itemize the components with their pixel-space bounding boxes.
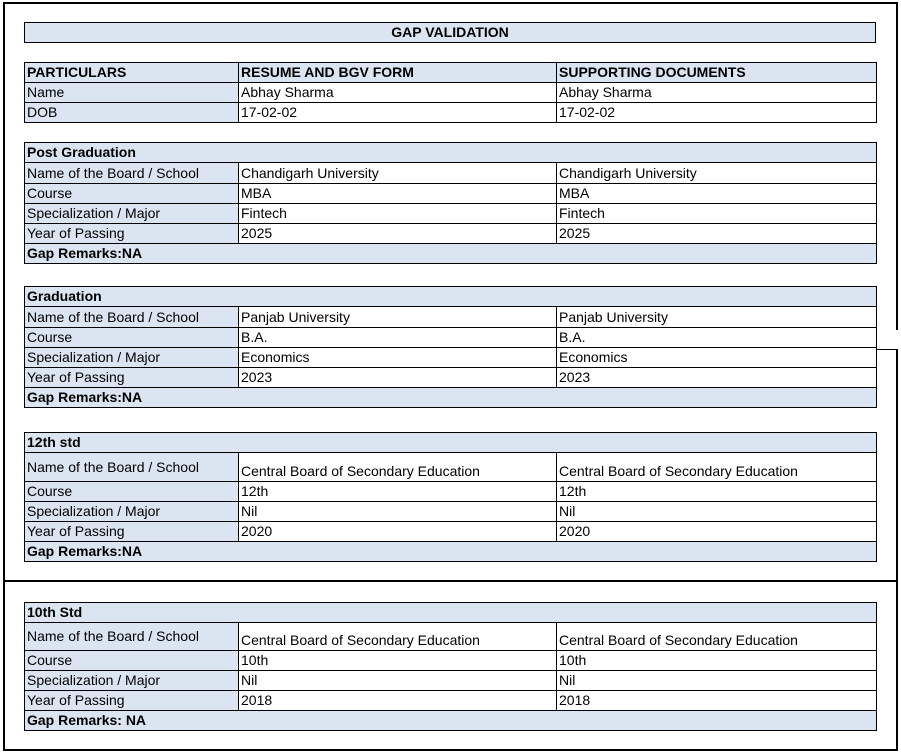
table-row — [25, 623, 877, 651]
section-12th-std — [24, 432, 876, 562]
table-row — [25, 368, 877, 388]
frame-step-line — [876, 349, 898, 350]
row-label: Year of Passing — [25, 224, 239, 244]
table-row — [25, 651, 877, 671]
resume-value: Central Board of Secondary Education — [239, 623, 557, 651]
gap-remarks: Gap Remarks: NA — [25, 711, 877, 731]
table-row — [25, 671, 877, 691]
resume-value: Panjab University — [239, 307, 557, 328]
row-label: Name — [25, 83, 239, 103]
resume-value: 2023 — [239, 368, 557, 388]
row-label: Name of the Board / School — [25, 163, 239, 184]
supporting-value: Central Board of Secondary Education — [557, 453, 877, 482]
row-label: Specialization / Major — [25, 348, 239, 368]
table-row — [25, 522, 877, 542]
row-label: Course — [25, 328, 239, 348]
supporting-value: Central Board of Secondary Education — [557, 623, 877, 651]
section-heading: 10th Std — [25, 603, 877, 623]
supporting-value: Panjab University — [557, 307, 877, 328]
resume-value: Nil — [239, 502, 557, 522]
supporting-value: 2020 — [557, 522, 877, 542]
row-label: Specialization / Major — [25, 502, 239, 522]
table-row — [25, 307, 877, 328]
section-heading: 12th std — [25, 433, 877, 453]
row-label: Year of Passing — [25, 522, 239, 542]
table-row — [25, 163, 877, 184]
table-row — [25, 348, 877, 368]
table-row — [25, 691, 877, 711]
page-title: GAP VALIDATION — [24, 22, 876, 43]
section-graduation — [24, 286, 876, 408]
row-label: Name of the Board / School — [25, 623, 239, 651]
table-row — [25, 83, 877, 103]
supporting-value: 10th — [557, 651, 877, 671]
header-row — [25, 63, 877, 83]
row-label: Course — [25, 651, 239, 671]
gap-remarks: Gap Remarks:NA — [25, 244, 877, 264]
resume-value: 12th — [239, 482, 557, 502]
table-row — [25, 103, 877, 123]
resume-value: Fintech — [239, 204, 557, 224]
supporting-value: 12th — [557, 482, 877, 502]
table-row — [25, 184, 877, 204]
supporting-value: Fintech — [557, 204, 877, 224]
row-label: Name of the Board / School — [25, 307, 239, 328]
gap-remarks: Gap Remarks:NA — [25, 542, 877, 562]
resume-value: 2018 — [239, 691, 557, 711]
resume-value: Central Board of Secondary Education — [239, 453, 557, 482]
resume-header: RESUME AND BGV FORM — [239, 63, 557, 83]
resume-value: 2025 — [239, 224, 557, 244]
upper-frame-right-edge — [896, 2, 898, 330]
resume-value: B.A. — [239, 328, 557, 348]
table-row — [25, 328, 877, 348]
supporting-value: 2023 — [557, 368, 877, 388]
row-label: Specialization / Major — [25, 204, 239, 224]
supporting-value: 2025 — [557, 224, 877, 244]
supporting-value: Chandigarh University — [557, 163, 877, 184]
table-row — [25, 224, 877, 244]
resume-value: MBA — [239, 184, 557, 204]
row-label: Name of the Board / School — [25, 453, 239, 482]
section-10th-std — [24, 602, 876, 731]
resume-value: 10th — [239, 651, 557, 671]
row-label: Course — [25, 184, 239, 204]
supporting-value: Abhay Sharma — [557, 83, 877, 103]
section-heading: Graduation — [25, 287, 877, 307]
supporting-value: Nil — [557, 502, 877, 522]
supporting-value: 2018 — [557, 691, 877, 711]
section-post-graduation — [24, 142, 876, 264]
supporting-value: MBA — [557, 184, 877, 204]
table-row — [25, 502, 877, 522]
resume-value: Nil — [239, 671, 557, 691]
resume-value: Chandigarh University — [239, 163, 557, 184]
supporting-value: 17-02-02 — [557, 103, 877, 123]
row-label: Specialization / Major — [25, 671, 239, 691]
supporting-value: Nil — [557, 671, 877, 691]
resume-value: 2020 — [239, 522, 557, 542]
supporting-value: B.A. — [557, 328, 877, 348]
section-heading: Post Graduation — [25, 143, 877, 163]
row-label: DOB — [25, 103, 239, 123]
table-row — [25, 453, 877, 482]
resume-value: Economics — [239, 348, 557, 368]
row-label: Year of Passing — [25, 691, 239, 711]
resume-value: 17-02-02 — [239, 103, 557, 123]
table-row — [25, 482, 877, 502]
upper-frame-right-edge-lower — [896, 349, 898, 582]
table-row — [25, 204, 877, 224]
row-label: Course — [25, 482, 239, 502]
row-label: Year of Passing — [25, 368, 239, 388]
particulars-header: PARTICULARS — [25, 63, 239, 83]
supporting-header: SUPPORTING DOCUMENTS — [557, 63, 877, 83]
personal-table — [24, 62, 876, 123]
supporting-value: Economics — [557, 348, 877, 368]
resume-value: Abhay Sharma — [239, 83, 557, 103]
gap-remarks: Gap Remarks:NA — [25, 388, 877, 408]
